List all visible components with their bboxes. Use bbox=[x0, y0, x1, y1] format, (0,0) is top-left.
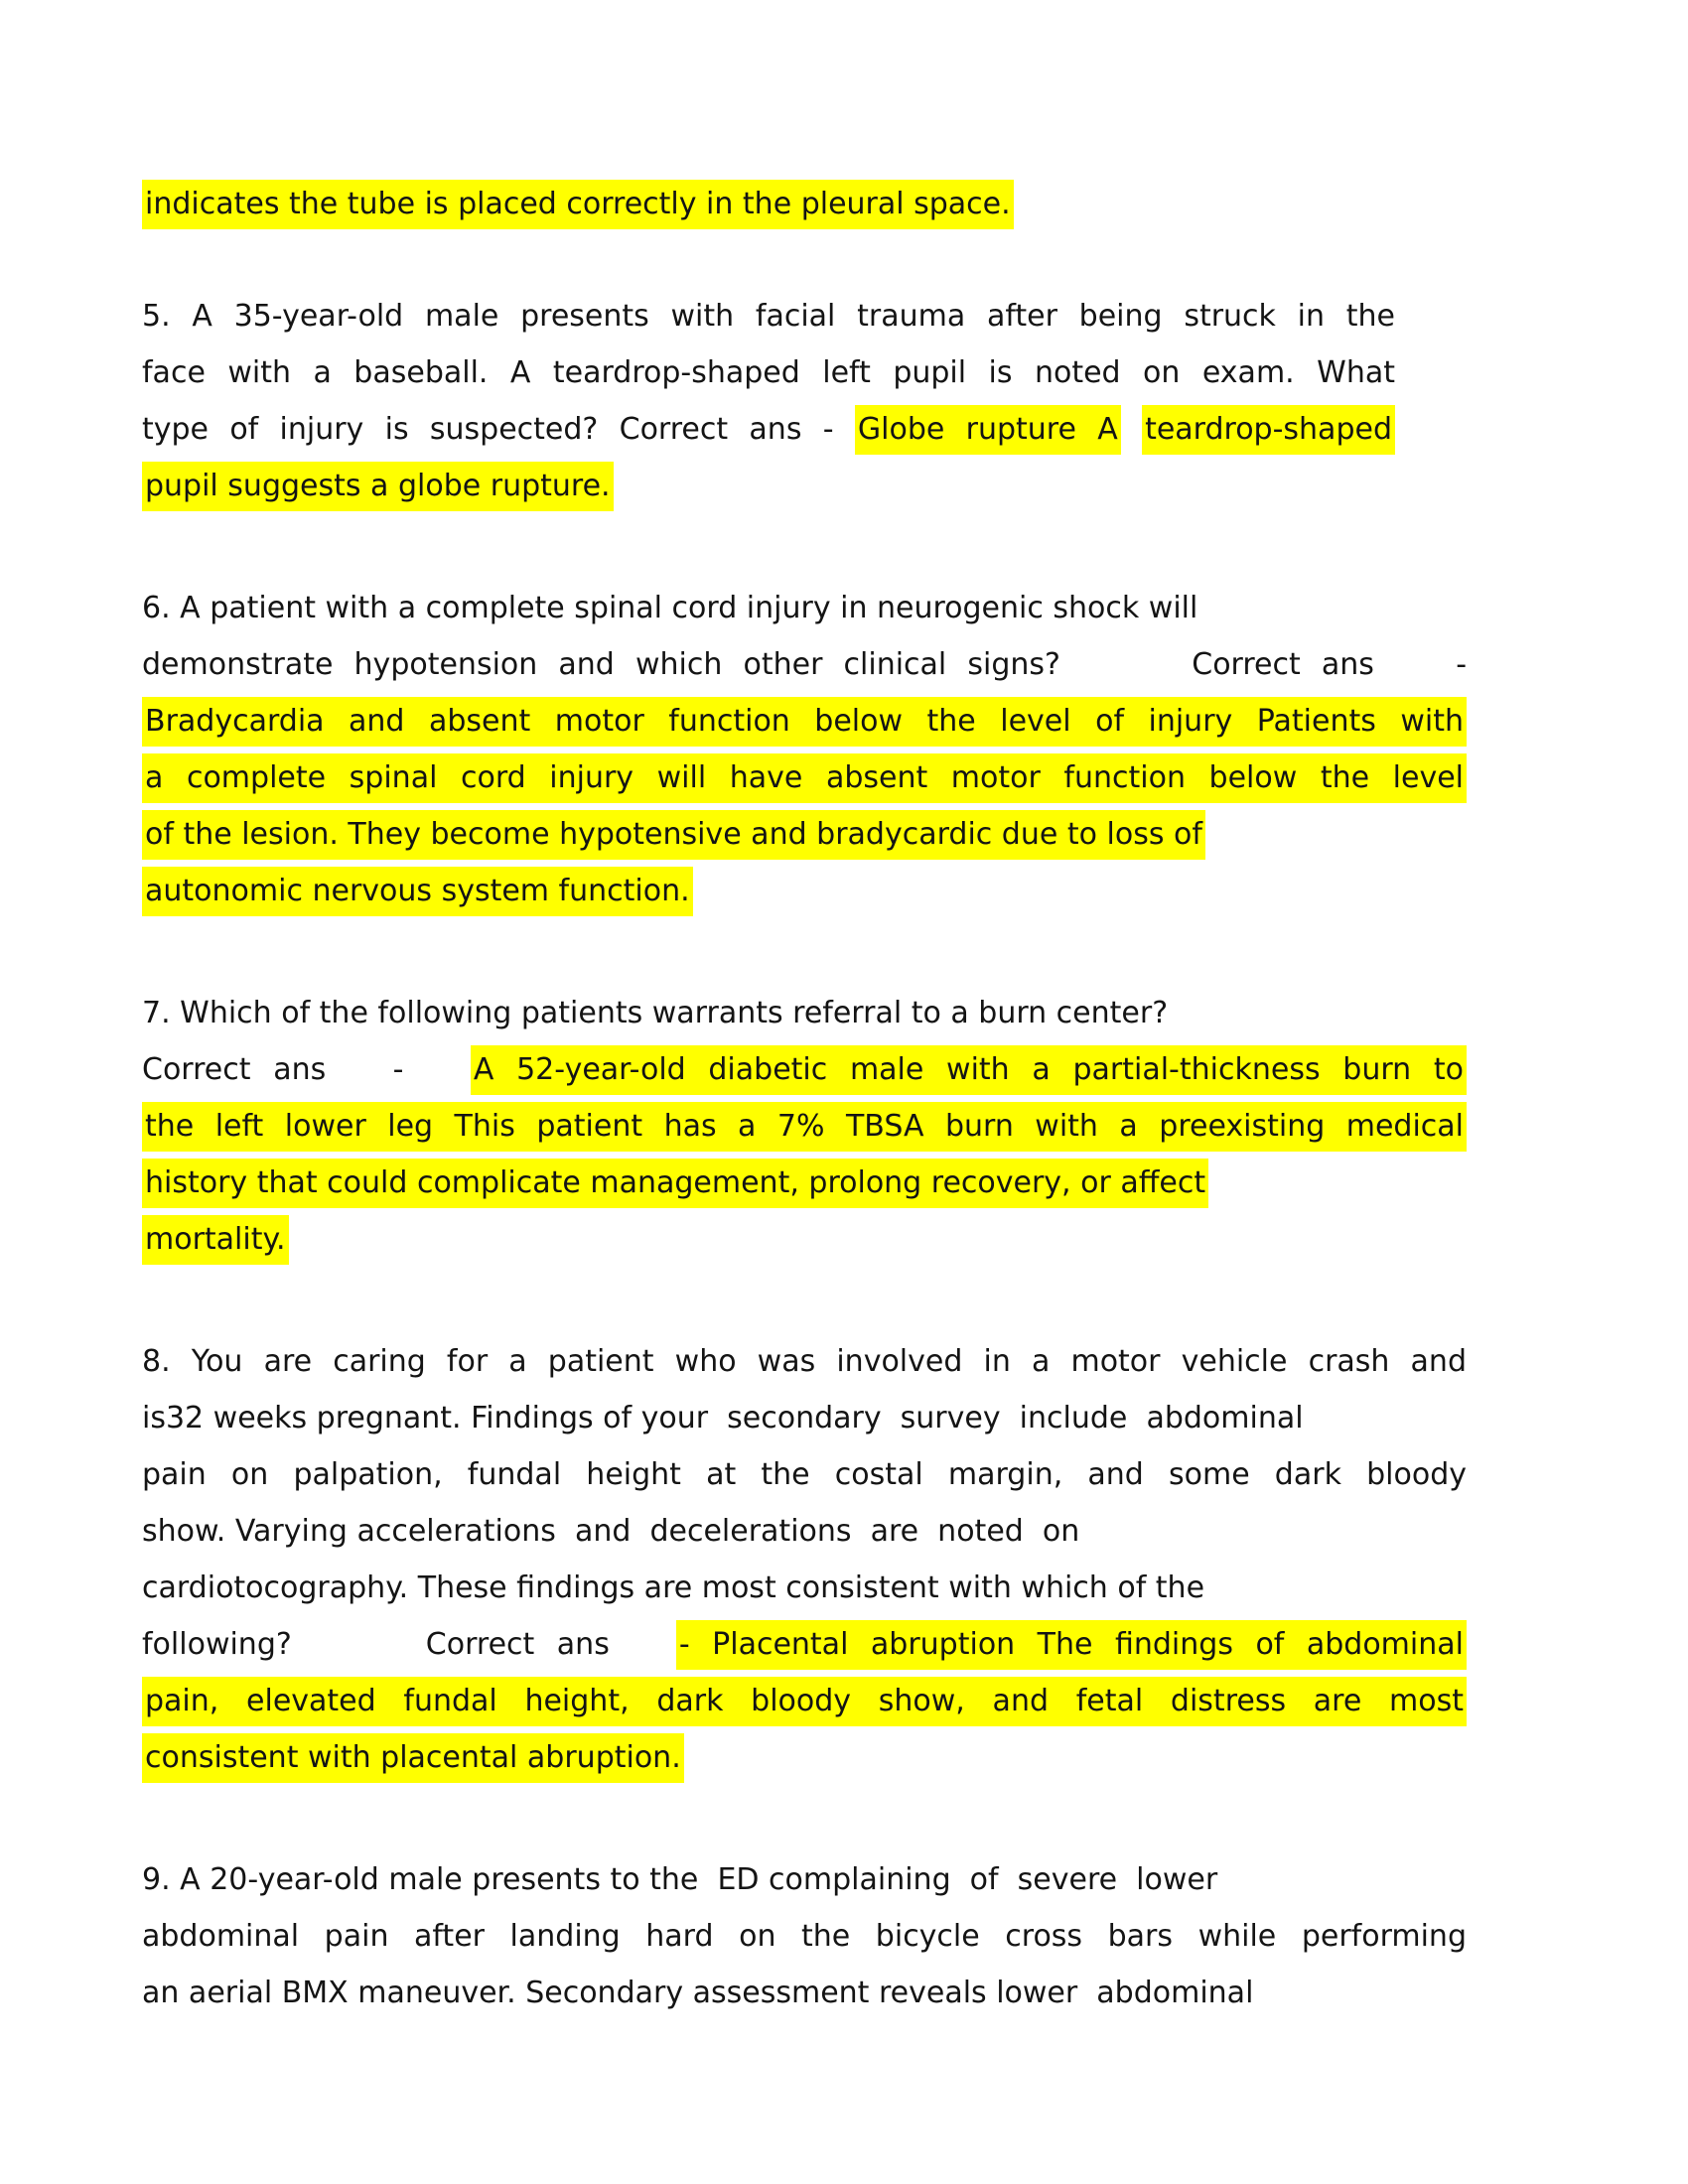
text-segment: 5. A 35-year-old male presents with facial trauma after being struck in the bbox=[142, 299, 1395, 334]
text-line bbox=[142, 1390, 1467, 1446]
paragraph-question-8 bbox=[142, 1333, 1467, 1786]
text-line bbox=[142, 344, 1395, 401]
text-line bbox=[142, 1616, 1467, 1673]
text-line bbox=[142, 176, 1467, 232]
paragraph-question-7 bbox=[142, 985, 1467, 1268]
text-segment: 9. A 20-year-old male presents to the ED complaining of severe lower bbox=[142, 1862, 1218, 1897]
highlighted-text: autonomic nervous system function. bbox=[142, 867, 693, 916]
text-line bbox=[142, 1503, 1467, 1560]
highlighted-text: Globe rupture A bbox=[855, 405, 1121, 455]
highlighted-text: teardrop-shaped bbox=[1142, 405, 1395, 455]
text-line bbox=[142, 750, 1467, 806]
highlighted-text: Bradycardia and absent motor function below the level of injury Patients with bbox=[142, 697, 1467, 747]
highlighted-text: pain, elevated fundal height, dark bloody show, and fetal distress are most bbox=[142, 1677, 1467, 1726]
spacer bbox=[1081, 673, 1171, 674]
text-segment: pain on palpation, fundal height at the costal margin, and some dark bloody bbox=[142, 1457, 1467, 1492]
highlighted-text: mortality. bbox=[142, 1215, 289, 1265]
text-line bbox=[142, 1673, 1467, 1729]
text-line bbox=[142, 458, 1395, 514]
highlighted-text: of the lesion. They become hypotensive and bradycardic due to loss of bbox=[142, 810, 1205, 860]
highlighted-text: A 52-year-old diabetic male with a partial-thickness burn to bbox=[471, 1045, 1467, 1095]
spacer bbox=[632, 1653, 653, 1654]
highlighted-text: indicates the tube is placed correctly in the pleural space. bbox=[142, 180, 1014, 229]
text-line bbox=[142, 806, 1467, 863]
text-line bbox=[142, 1851, 1467, 1908]
highlighted-text: pupil suggests a globe rupture. bbox=[142, 462, 614, 511]
text-segment: 6. A patient with a complete spinal cord injury in neurogenic shock will bbox=[142, 591, 1198, 625]
text-line bbox=[142, 1041, 1467, 1098]
text-segment: following? bbox=[142, 1627, 292, 1662]
text-segment: type of injury is suspected? Correct ans - bbox=[142, 412, 834, 447]
highlighted-text: the left lower leg This patient has a 7% TBSA burn with a preexisting medical bbox=[142, 1102, 1467, 1152]
text-line bbox=[142, 1965, 1467, 2021]
text-line bbox=[142, 1908, 1467, 1965]
text-segment: - bbox=[392, 1052, 404, 1087]
text-line bbox=[142, 401, 1395, 458]
paragraph-question-5 bbox=[142, 288, 1395, 514]
text-line bbox=[142, 636, 1467, 693]
highlighted-text: history that could complicate management, prolong recovery, or affect bbox=[142, 1159, 1208, 1208]
paragraph-question-6 bbox=[142, 580, 1467, 919]
text-segment: 8. You are caring for a patient who was involved in a motor vehicle crash and bbox=[142, 1344, 1467, 1379]
text-line bbox=[142, 1155, 1467, 1211]
paragraph-question-9 bbox=[142, 1851, 1467, 2021]
text-line bbox=[142, 985, 1467, 1041]
text-segment: face with a baseball. A teardrop-shaped left pupil is noted on exam. What bbox=[142, 355, 1395, 390]
spacer bbox=[349, 1078, 370, 1079]
text-segment: Correct ans bbox=[1192, 647, 1374, 682]
text-line bbox=[142, 1729, 1467, 1786]
text-line bbox=[142, 863, 1467, 919]
spacer bbox=[1395, 673, 1435, 674]
highlighted-text: - Placental abruption The findings of abdominal bbox=[676, 1620, 1467, 1670]
text-segment: cardiotocography. These findings are most consistent with which of the bbox=[142, 1570, 1205, 1605]
text-line bbox=[142, 1098, 1467, 1155]
text-line bbox=[142, 1560, 1467, 1616]
highlighted-text: a complete spinal cord injury will have absent motor function below the level bbox=[142, 753, 1467, 803]
text-segment: an aerial BMX maneuver. Secondary assessment reveals lower abdominal bbox=[142, 1976, 1254, 2010]
text-segment: - bbox=[1456, 647, 1468, 682]
spacer bbox=[426, 1078, 448, 1079]
text-line bbox=[142, 288, 1395, 344]
highlighted-text: consistent with placental abruption. bbox=[142, 1733, 684, 1783]
text-segment: show. Varying accelerations and decelerations are noted on bbox=[142, 1514, 1080, 1549]
text-line bbox=[142, 693, 1467, 750]
spacer bbox=[314, 1653, 403, 1654]
text-line bbox=[142, 1333, 1467, 1390]
text-segment: 7. Which of the following patients warrants referral to a burn center? bbox=[142, 996, 1169, 1030]
paragraph-continuation bbox=[142, 176, 1467, 232]
text-line bbox=[142, 1211, 1467, 1268]
text-segment: Correct ans bbox=[425, 1627, 610, 1662]
text-segment: Correct ans bbox=[142, 1052, 327, 1087]
text-line bbox=[142, 1446, 1467, 1503]
text-segment: demonstrate hypotension and which other clinical signs? bbox=[142, 647, 1060, 682]
text-segment: abdominal pain after landing hard on the bicycle cross bars while performing bbox=[142, 1919, 1467, 1954]
text-line bbox=[142, 580, 1467, 636]
text-segment: is32 weeks pregnant. Findings of your secondary survey include abdominal bbox=[142, 1401, 1304, 1435]
